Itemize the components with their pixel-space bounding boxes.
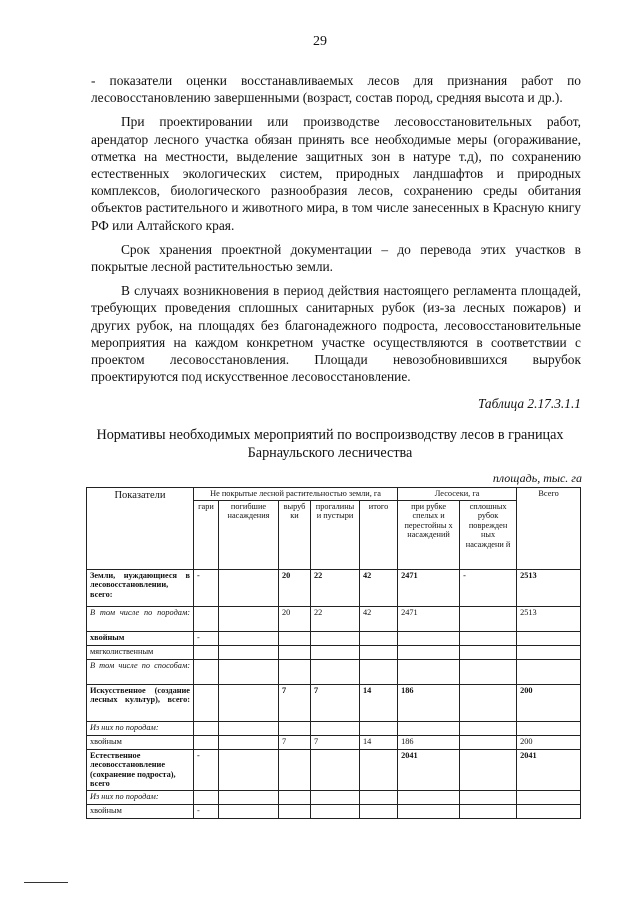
- table-cell: [398, 804, 460, 818]
- table-cell: [194, 659, 219, 684]
- table-cell: [279, 721, 311, 735]
- table-cell: [194, 735, 219, 749]
- table-cell: 2471: [398, 569, 460, 606]
- table-cell: -: [194, 631, 219, 645]
- table-cell: [279, 631, 311, 645]
- table-row: [87, 645, 581, 659]
- table-cell: [219, 721, 279, 735]
- header-subtotal: итого: [360, 500, 398, 569]
- table-cell: 22: [311, 569, 360, 606]
- table-row: [87, 721, 581, 735]
- table-body: [87, 569, 581, 818]
- row-label: мягколиственным: [87, 645, 194, 659]
- table-row: [87, 569, 581, 606]
- table-cell: 200: [517, 684, 581, 721]
- table-cell: [219, 631, 279, 645]
- table-cell: [517, 721, 581, 735]
- table-cell: [194, 790, 219, 804]
- table-row: [87, 631, 581, 645]
- body-text: [91, 72, 581, 385]
- row-label: В том числе по способам:: [87, 659, 194, 684]
- table-cell: [398, 645, 460, 659]
- header-dead-stands: погибшие насаждения: [219, 500, 279, 569]
- table-cell: [279, 659, 311, 684]
- table-cell: [219, 804, 279, 818]
- table-cell: [219, 645, 279, 659]
- table-row: [87, 735, 581, 749]
- table-cell: [279, 749, 311, 790]
- table-cell: 2041: [517, 749, 581, 790]
- table-cell: [517, 659, 581, 684]
- table-cell: [460, 659, 517, 684]
- page-number: 29: [313, 34, 327, 49]
- units-label: площадь, тыс. га: [492, 471, 582, 485]
- table-cell: [517, 804, 581, 818]
- table-cell: -: [194, 804, 219, 818]
- table-cell: [517, 645, 581, 659]
- table-cell: 2513: [517, 606, 581, 631]
- header-damaged-felling: сплошных рубок поврежден ных насаждени й: [460, 500, 517, 569]
- table-cell: [311, 631, 360, 645]
- row-label: Из них по породам:: [87, 790, 194, 804]
- table-cell: 42: [360, 606, 398, 631]
- table-cell: [219, 569, 279, 606]
- row-label: хвойным: [87, 804, 194, 818]
- row-label: хвойным: [87, 735, 194, 749]
- table-row: [87, 606, 581, 631]
- table-cell: [398, 631, 460, 645]
- table-cell: [360, 721, 398, 735]
- table-cell: [360, 804, 398, 818]
- paragraph-1: - показатели оценки восстанавливаемых лесов для признания работ по лесовосстановлению завершенными (возраст, состав пород, средняя высота и др.).: [91, 73, 581, 106]
- table-cell: [219, 659, 279, 684]
- table-cell: 7: [279, 684, 311, 721]
- header-clearings: Лесосеки, га: [398, 488, 517, 501]
- table-title: Нормативы необходимых мероприятий по воспроизводству лесов в границах Барнаульского лесничества: [96, 427, 564, 461]
- table-caption: Таблица 2.17.3.1.1: [477, 396, 581, 411]
- table-cell: [460, 631, 517, 645]
- header-not-covered: Не покрытые лесной растительностью земли, га: [194, 488, 398, 501]
- table-cell: 2471: [398, 606, 460, 631]
- row-label: Земли, нуждающиеся в лесовосстановлении, всего:: [87, 569, 194, 606]
- table-cell: [194, 721, 219, 735]
- norms-table: [86, 487, 581, 819]
- row-label: Естественное лесовосстановление (сохранение подроста), всего: [87, 749, 194, 790]
- table-cell: [360, 645, 398, 659]
- table-cell: [460, 645, 517, 659]
- row-label: Искусственное (создание лесных культур), всего:: [87, 684, 194, 721]
- table-cell: [219, 735, 279, 749]
- table-row: [87, 659, 581, 684]
- table-row: [87, 790, 581, 804]
- table-cell: 42: [360, 569, 398, 606]
- paragraph-2: При проектировании или производстве лесовосстановительных работ, арендатор лесного участка обязан принять все необходимые меры (огораживание, отметка на местности, выделение защитных зон в натуре т.д), по сохранению естественных экологических систем, природных ландшафтов и природных комплексов, биологического разнообразия лесов, сохранению среды обитания объектов растительного и животного мира, в том числе занесенных в Красную книгу РФ или Алтайского края.: [91, 114, 581, 233]
- table-cell: [360, 749, 398, 790]
- table-cell: 200: [517, 735, 581, 749]
- table-cell: [517, 790, 581, 804]
- row-label: В том числе по породам:: [87, 606, 194, 631]
- table-cell: [398, 721, 460, 735]
- table-cell: -: [194, 569, 219, 606]
- table-cell: [219, 606, 279, 631]
- table-cell: [460, 606, 517, 631]
- table-cell: [311, 645, 360, 659]
- table-cell: 7: [311, 684, 360, 721]
- table-cell: 186: [398, 684, 460, 721]
- table-cell: [194, 606, 219, 631]
- table-cell: 14: [360, 684, 398, 721]
- table-cell: 7: [311, 735, 360, 749]
- table-cell: 20: [279, 606, 311, 631]
- table-row: [87, 804, 581, 818]
- table-cell: [279, 804, 311, 818]
- paragraph-3: Срок хранения проектной документации – до перевода этих участков в покрытые лесной растительностью земли.: [91, 241, 581, 275]
- header-total: Всего: [517, 488, 581, 570]
- table-cell: [311, 790, 360, 804]
- header-mature-felling: при рубке спелых и перестойны х насаждений: [398, 500, 460, 569]
- row-label: хвойным: [87, 631, 194, 645]
- table-cell: 7: [279, 735, 311, 749]
- table-cell: [460, 804, 517, 818]
- table-cell: [460, 684, 517, 721]
- table-cell: [219, 749, 279, 790]
- header-burns: гари: [194, 500, 219, 569]
- table-cell: [194, 684, 219, 721]
- table-cell: 20: [279, 569, 311, 606]
- table-cell: 22: [311, 606, 360, 631]
- table-cell: [360, 631, 398, 645]
- table-cell: -: [194, 749, 219, 790]
- table-cell: [460, 721, 517, 735]
- table-cell: [311, 749, 360, 790]
- table-cell: [360, 659, 398, 684]
- table-row: [87, 749, 581, 790]
- row-label: Из них по породам:: [87, 721, 194, 735]
- table-cell: [460, 749, 517, 790]
- table-cell: [279, 790, 311, 804]
- header-cuttings: выруб ки: [279, 500, 311, 569]
- table-cell: [311, 804, 360, 818]
- table-cell: [219, 790, 279, 804]
- table-cell: 2513: [517, 569, 581, 606]
- table-cell: 186: [398, 735, 460, 749]
- table-cell: -: [460, 569, 517, 606]
- table-cell: [219, 684, 279, 721]
- table-cell: 2041: [398, 749, 460, 790]
- table-cell: [460, 735, 517, 749]
- table-cell: [360, 790, 398, 804]
- table-cell: [311, 721, 360, 735]
- table-cell: [398, 790, 460, 804]
- table-row: [87, 684, 581, 721]
- table-cell: [311, 659, 360, 684]
- table-cell: [194, 645, 219, 659]
- table-cell: [460, 790, 517, 804]
- header-glades: прогалины и пустыри: [311, 500, 360, 569]
- paragraph-4: В случаях возникновения в период действия настоящего регламента площадей, требующих проведения сплошных санитарных рубок (из-за лесных пожаров) и других рубок, на площадях без благонадежного подроста, лесовосстановительные мероприятия на каждом конкретном участке осуществляются в соответствии с проектом лесовосстановления. Площади невозобновившихся вырубок проектируются под искусственное лесовосстановление.: [91, 283, 581, 385]
- footer-line: [24, 882, 68, 883]
- table-cell: [517, 631, 581, 645]
- table-cell: [279, 645, 311, 659]
- header-indicators: Показатели: [87, 488, 194, 570]
- table-cell: [398, 659, 460, 684]
- table-cell: 14: [360, 735, 398, 749]
